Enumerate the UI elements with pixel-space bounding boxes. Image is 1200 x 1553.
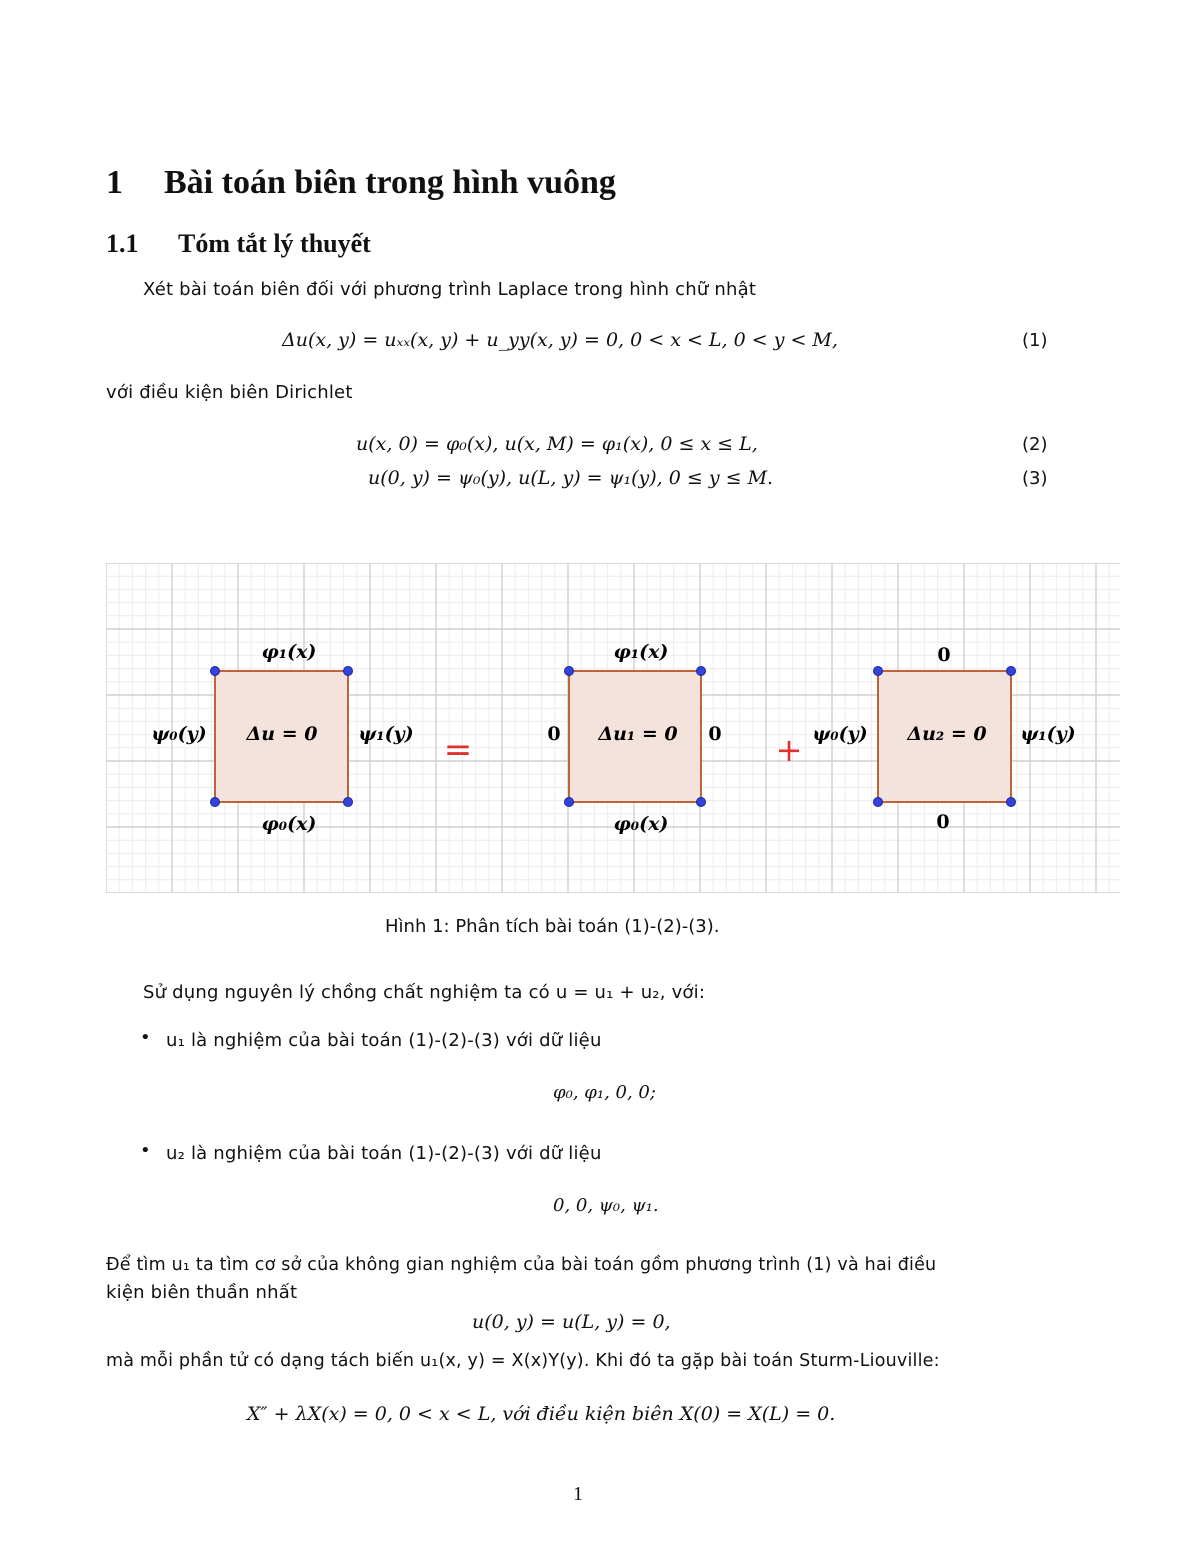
- find-basis-line-1: Để tìm u₁ ta tìm cơ sở của không gian nghiệm của bài toán gồm phương trình (1) và hai điều: [106, 1255, 937, 1275]
- homogeneous-condition: u(0, y) = u(L, y) = 0,: [472, 1311, 671, 1333]
- vertex-point: [1007, 667, 1016, 676]
- left-center-label: Δu = 0: [246, 723, 318, 745]
- vertex-point: [565, 667, 574, 676]
- bullet-2-text: u₂ là nghiệm của bài toán (1)-(2)-(3) với dữ liệu: [166, 1143, 602, 1164]
- vertex-point: [565, 798, 574, 807]
- intro-paragraph: Xét bài toán biên đối với phương trình Laplace trong hình chữ nhật: [143, 279, 757, 300]
- vertex-point: [697, 798, 706, 807]
- equals-operator: =: [443, 730, 473, 770]
- vertex-point: [1007, 798, 1016, 807]
- subsection-number: 1.1: [106, 229, 139, 258]
- equation-2-number: (2): [1022, 434, 1048, 455]
- right-right-label: ψ₁(y): [1020, 723, 1076, 745]
- separation-text: mà mỗi phần tử có dạng tách biến u₁(x, y) = X(x)Y(y). Khi đó ta gặp bài toán Sturm-Liouville:: [106, 1351, 940, 1371]
- vertex-point: [344, 667, 353, 676]
- vertex-point: [874, 667, 883, 676]
- middle-top-label: φ₁(x): [613, 641, 669, 663]
- left-right-label: ψ₁(y): [358, 723, 414, 745]
- middle-right-label: 0: [708, 723, 722, 745]
- section-title: Bài toán biên trong hình vuông: [164, 164, 616, 201]
- vertex-point: [874, 798, 883, 807]
- figure-caption: Hình 1: Phân tích bài toán (1)-(2)-(3).: [385, 916, 720, 937]
- vertex-point: [211, 798, 220, 807]
- page-number: 1: [573, 1483, 583, 1505]
- right-top-label: 0: [937, 644, 951, 666]
- equation-3: u(0, y) = ψ₀(y), u(L, y) = ψ₁(y), 0 ≤ y ≤ M.: [368, 467, 774, 489]
- bullet-1-marker: •: [140, 1027, 151, 1048]
- sturm-liouville-equation: X″ + λX(x) = 0, 0 < x < L, với điều kiện biên X(0) = X(L) = 0.: [247, 1403, 836, 1425]
- right-left-label: ψ₀(y): [812, 723, 868, 745]
- right-bottom-label: 0: [936, 811, 950, 833]
- vertex-point: [697, 667, 706, 676]
- bullet-2-data: 0, 0, ψ₀, ψ₁.: [553, 1195, 659, 1216]
- left-top-label: φ₁(x): [261, 641, 317, 663]
- vertex-point: [211, 667, 220, 676]
- dirichlet-text: với điều kiện biên Dirichlet: [106, 382, 353, 403]
- superposition-text: Sử dụng nguyên lý chồng chất nghiệm ta có u = u₁ + u₂, với:: [143, 982, 706, 1003]
- left-bottom-label: φ₀(x): [261, 813, 317, 835]
- middle-center-label: Δu₁ = 0: [598, 723, 678, 745]
- equation-2: u(x, 0) = φ₀(x), u(x, M) = φ₁(x), 0 ≤ x ≤ L,: [356, 433, 758, 455]
- equation-3-number: (3): [1022, 468, 1048, 489]
- plus-operator: +: [775, 731, 803, 769]
- bullet-1-text: u₁ là nghiệm của bài toán (1)-(2)-(3) với dữ liệu: [166, 1030, 602, 1051]
- bullet-2-marker: •: [140, 1140, 151, 1161]
- section-number: 1: [106, 164, 123, 201]
- equation-1: Δu(x, y) = uₓₓ(x, y) + u_yy(x, y) = 0, 0 < x < L, 0 < y < M,: [282, 329, 838, 351]
- vertex-point: [344, 798, 353, 807]
- subsection-title: Tóm tắt lý thuyết: [178, 229, 371, 258]
- middle-bottom-label: φ₀(x): [613, 813, 669, 835]
- bullet-1-data: φ₀, φ₁, 0, 0;: [553, 1082, 656, 1103]
- middle-left-label: 0: [547, 723, 561, 745]
- decomposition-figure: [106, 563, 1120, 893]
- find-basis-line-2: kiện biên thuần nhất: [106, 1282, 298, 1303]
- equation-1-number: (1): [1022, 330, 1048, 351]
- left-left-label: ψ₀(y): [151, 723, 207, 745]
- right-center-label: Δu₂ = 0: [907, 723, 987, 745]
